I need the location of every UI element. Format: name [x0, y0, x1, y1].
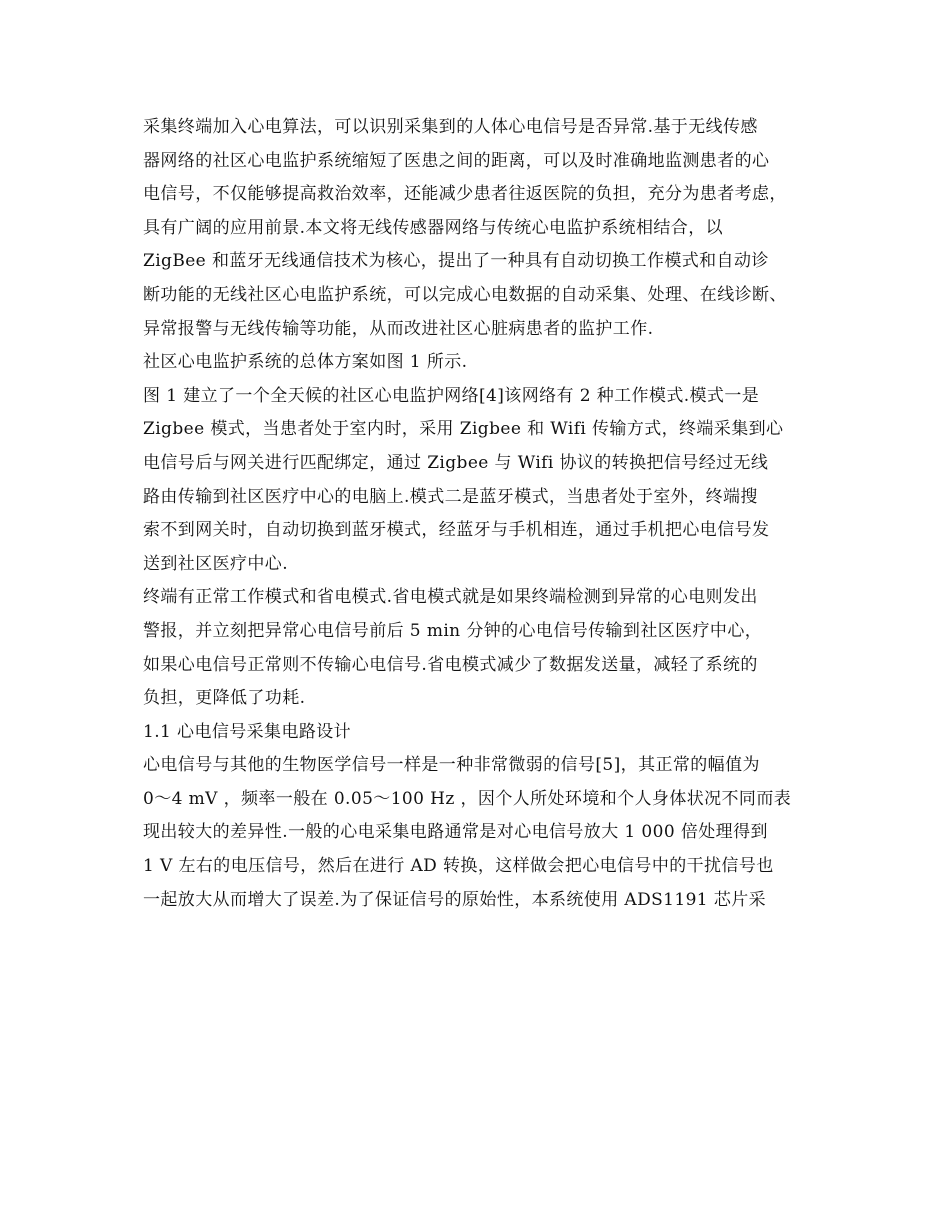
- text-line: 警报，并立刻把异常心电信号前后 5 min 分钟的心电信号传输到社区医疗中心，: [143, 620, 763, 641]
- text-line: 1 V 左右的电压信号，然后在进行 AD 转换，这样做会把心电信号中的干扰信号也: [143, 856, 774, 877]
- text-line: 索不到网关时，自动切换到蓝牙模式，经蓝牙与手机相连，通过手机把心电信号发: [143, 520, 770, 541]
- text-line: 采集终端加入心电算法，可以识别采集到的人体心电信号是否异常.基于无线传感: [143, 117, 758, 137]
- text-line: ZigBee 和蓝牙无线通信技术为核心，提出了一种具有自动切换工作模式和自动诊: [143, 251, 769, 272]
- text-line: 送到社区医疗中心.: [143, 553, 289, 574]
- text-line: 电信号，不仅能够提高救治效率，还能减少患者往返医院的负担，充分为患者考虑，: [143, 184, 787, 205]
- text-line: 异常报警与无线传输等功能，从而改进社区心脏病患者的监护工作.: [143, 318, 654, 339]
- text-line: 一起放大从而增大了误差.为了保证信号的原始性，本系统使用 ADS1191 芯片采: [143, 889, 767, 910]
- text-line: 路由传输到社区医疗中心的电脑上.模式二是蓝牙模式，当患者处于室外，终端搜: [143, 486, 758, 507]
- text-line: 终端有正常工作模式和省电模式.省电模式就是如果终端检测到异常的心电则发出: [143, 587, 758, 608]
- text-line: 现出较大的差异性.一般的心电采集电路通常是对心电信号放大 1 000 倍处理得到: [143, 822, 768, 843]
- body-text: [143, 111, 843, 917]
- text-line: 具有广阔的应用前景.本文将无线传感器网络与传统心电监护系统相结合，以: [143, 217, 724, 238]
- text-line: 器网络的社区心电监护系统缩短了医患之间的距离，可以及时准确地监测患者的心: [143, 150, 770, 171]
- text-line: 心电信号与其他的生物医学信号一样是一种非常微弱的信号[5]，其正常的幅值为: [143, 755, 760, 776]
- text-line: Zigbee 模式，当患者处于室内时，采用 Zigbee 和 Wifi 传输方式，终端采集到心: [143, 419, 784, 440]
- text-line: 断功能的无线社区心电监护系统，可以完成心电数据的自动采集、处理、在线诊断、: [143, 284, 787, 305]
- text-line: 负担，更降低了功耗.: [143, 688, 306, 709]
- text-line: 如果心电信号正常则不传输心电信号.省电模式减少了数据发送量，减轻了系统的: [143, 654, 758, 675]
- text-line: 社区心电监护系统的总体方案如图 1 所示.: [143, 352, 468, 373]
- section-heading: 1.1 心电信号采集电路设计: [143, 721, 352, 742]
- text-line: 图 1 建立了一个全天候的社区心电监护网络[4]该网络有 2 种工作模式.模式一是: [143, 385, 760, 406]
- text-line: 0～4 mV ，频率一般在 0.05～100 Hz ，因个人所处环境和个人身体状况不同而表: [143, 788, 792, 809]
- text-line: 电信号后与网关进行匹配绑定，通过 Zigbee 与 Wifi 协议的转换把信号经过无线: [143, 452, 769, 473]
